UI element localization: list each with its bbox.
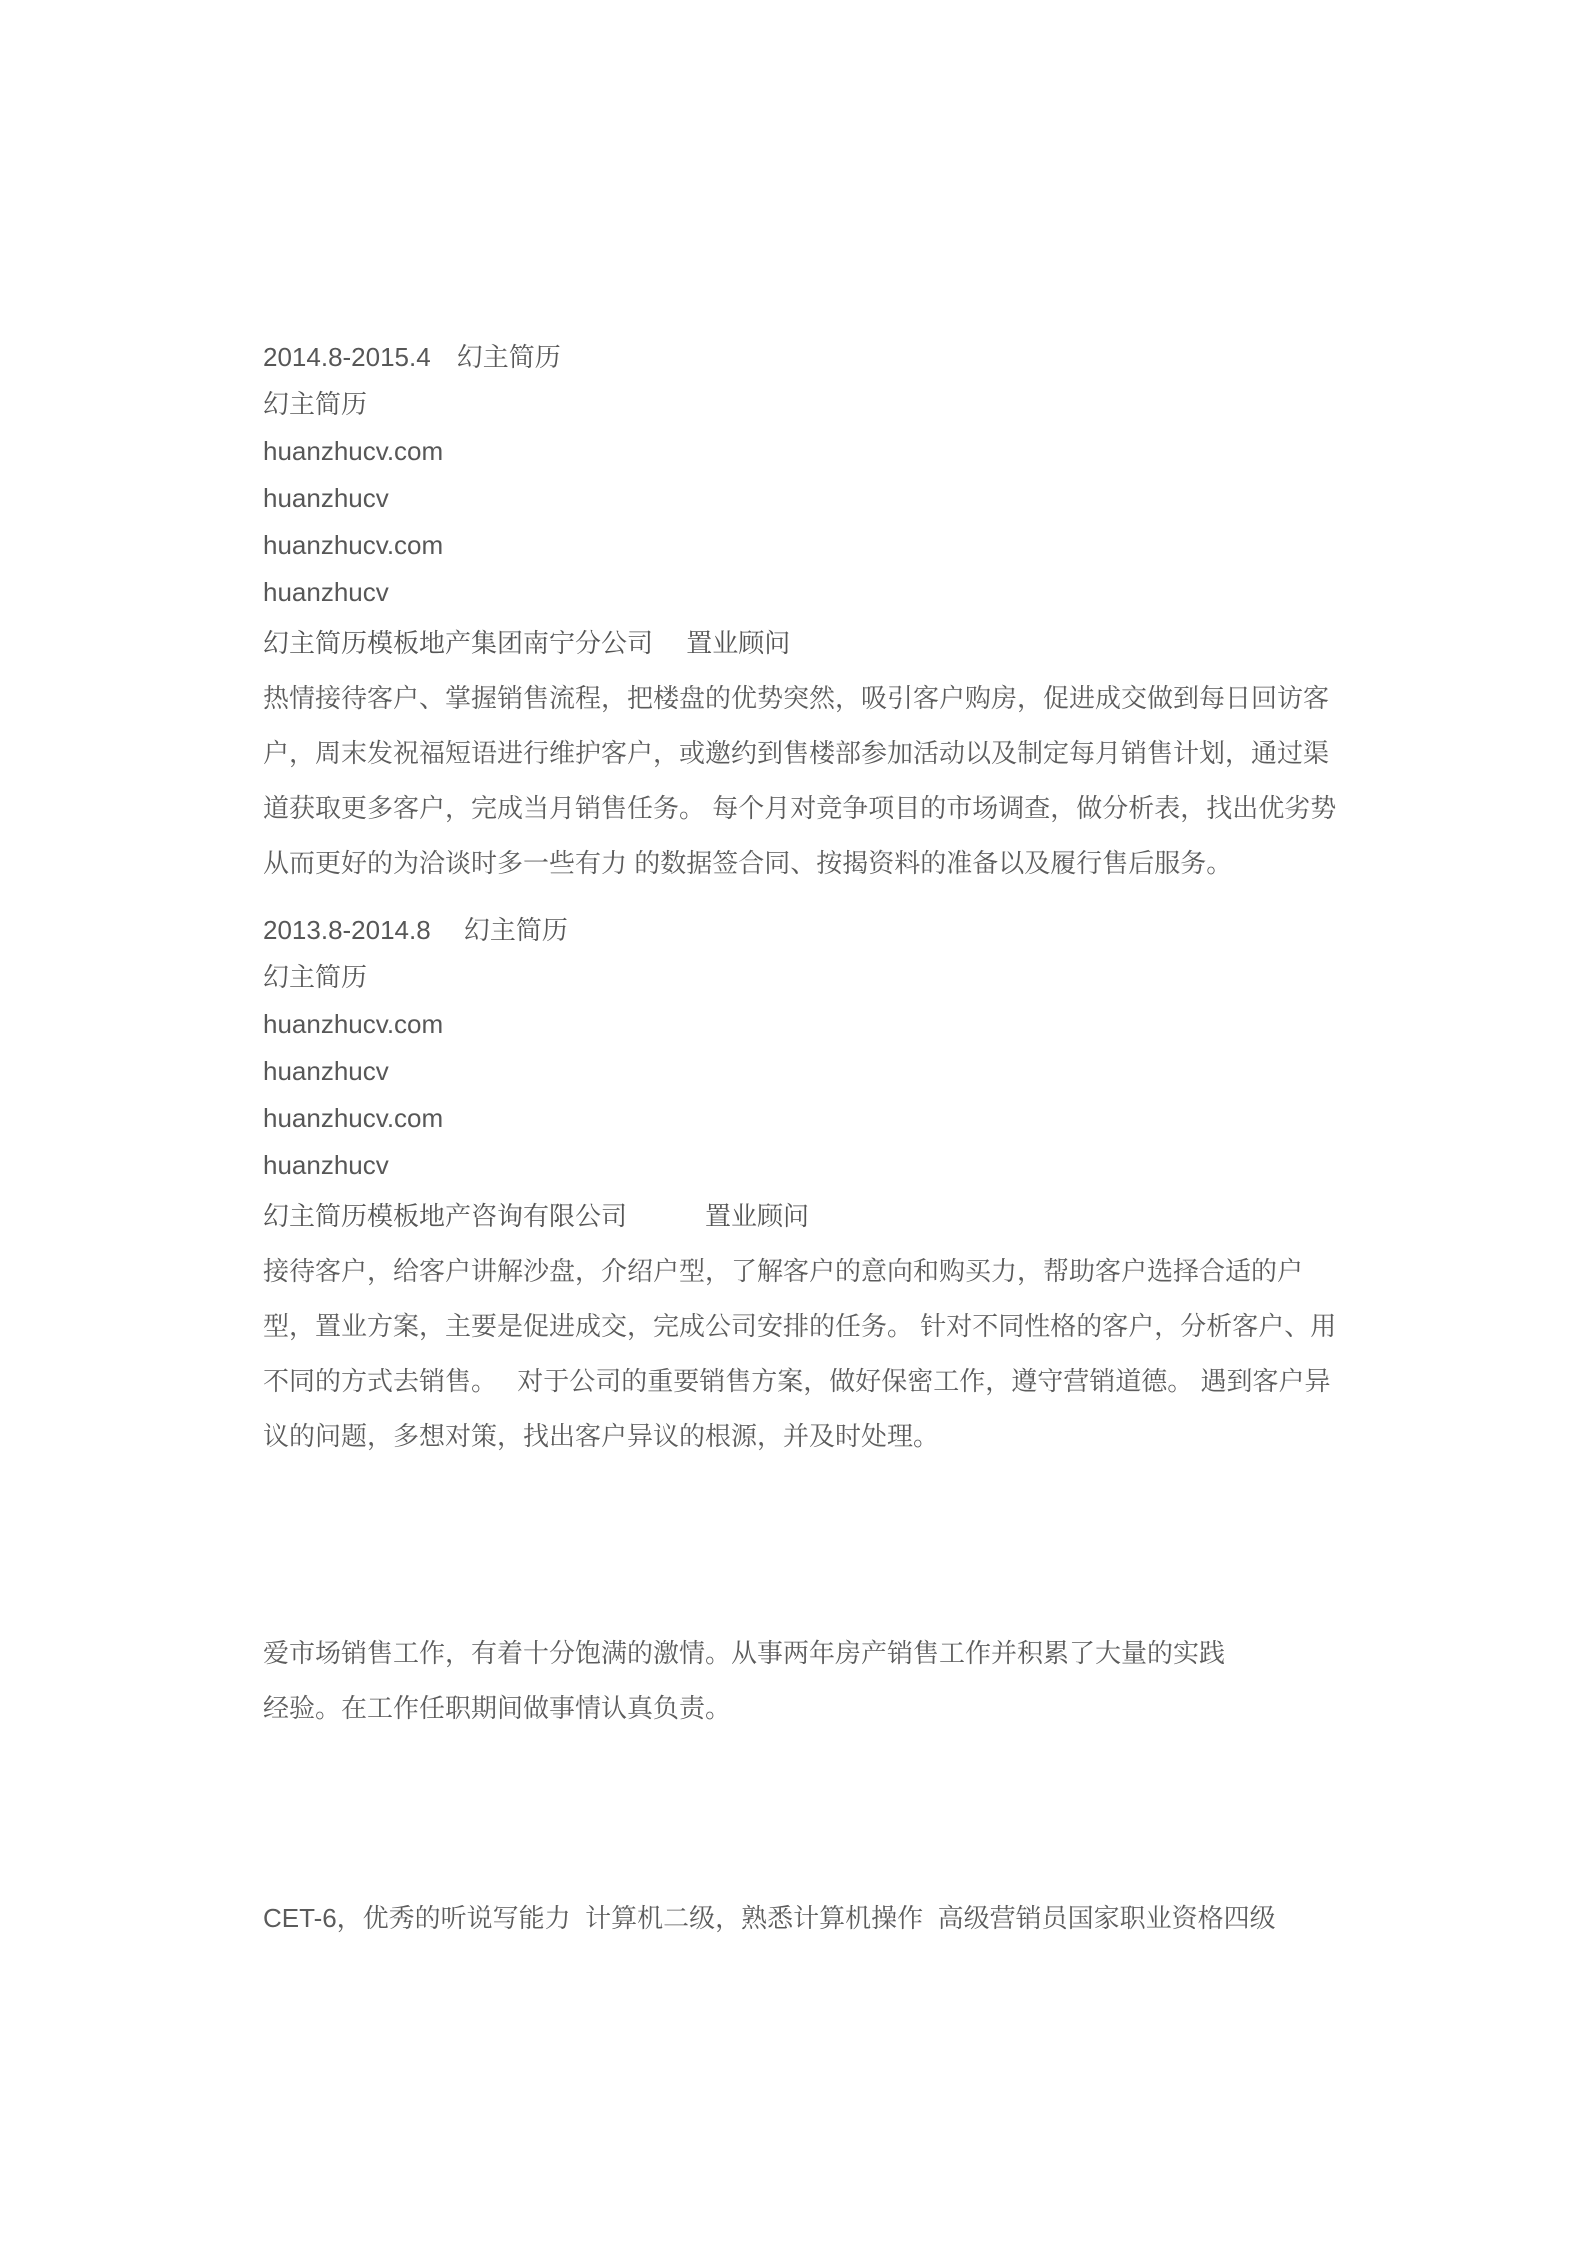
experience-detail-line: 幻主简历 [263,962,368,992]
skills-line: CET-6，优秀的听说写能力 计算机二级，熟悉计算机操作 高级营销员国家职业资格四级 [263,1903,1276,1933]
experience-entry-1 [263,334,1528,891]
experience-entry-2 [263,907,1528,1464]
experience-detail-line: huanzhucv [263,483,389,513]
job-description-line: 户，周末发祝福短语进行维护客户，或邀约到售楼部参加活动以及制定每月销售计划，通过渠 [263,738,1330,768]
self-evaluation-line: 爱市场销售工作，有着十分饱满的激情。从事两年房产销售工作并积累了大量的实践 [263,1638,1226,1668]
job-description-line: 从而更好的为洽谈时多一些有力 的数据签合同、按揭资料的准备以及履行售后服务。 [263,848,1233,878]
skills-section [263,1891,1528,1946]
self-evaluation-section [263,1626,1528,1736]
job-description-line: 议的问题，多想对策，找出客户异议的根源，并及时处理。 [263,1421,940,1451]
experience-detail-line: huanzhucv [263,1056,389,1086]
experience-detail-line: huanzhucv [263,577,389,607]
job-description-line: 接待客户，给客户讲解沙盘，介绍户型，了解客户的意向和购买力，帮助客户选择合适的户 [263,1256,1304,1286]
experience-period-line: 2014.8-2015.4 幻主简历 [263,342,561,372]
company-position-line: 幻主简历模板地产集团南宁分公司 置业顾问 [263,628,791,658]
experience-period-line: 2013.8-2014.8 幻主简历 [263,915,568,945]
job-description-line: 热情接待客户、掌握销售流程，把楼盘的优势突然，吸引客户购房，促进成交做到每日回访客 [263,683,1330,713]
job-description-line: 不同的方式去销售。 对于公司的重要销售方案，做好保密工作，遵守营销道德。 遇到客户异 [263,1366,1331,1396]
experience-detail-line: huanzhucv [263,1150,389,1180]
job-description-line: 型，置业方案，主要是促进成交，完成公司安排的任务。 针对不同性格的客户，分析客户、用 [263,1311,1337,1341]
self-evaluation-line: 经验。在工作任职期间做事情认真负责。 [263,1693,732,1723]
experience-detail-line: 幻主简历 [263,389,368,419]
job-description-line: 道获取更多客户，完成当月销售任务。 每个月对竞争项目的市场调查，做分析表，找出优劣势 [263,793,1337,823]
company-position-line: 幻主简历模板地产咨询有限公司 置业顾问 [263,1201,810,1231]
experience-detail-line: huanzhucv.com [263,530,444,560]
experience-detail-line: huanzhucv.com [263,1009,444,1039]
experience-detail-line: huanzhucv.com [263,436,444,466]
experience-detail-line: huanzhucv.com [263,1103,444,1133]
